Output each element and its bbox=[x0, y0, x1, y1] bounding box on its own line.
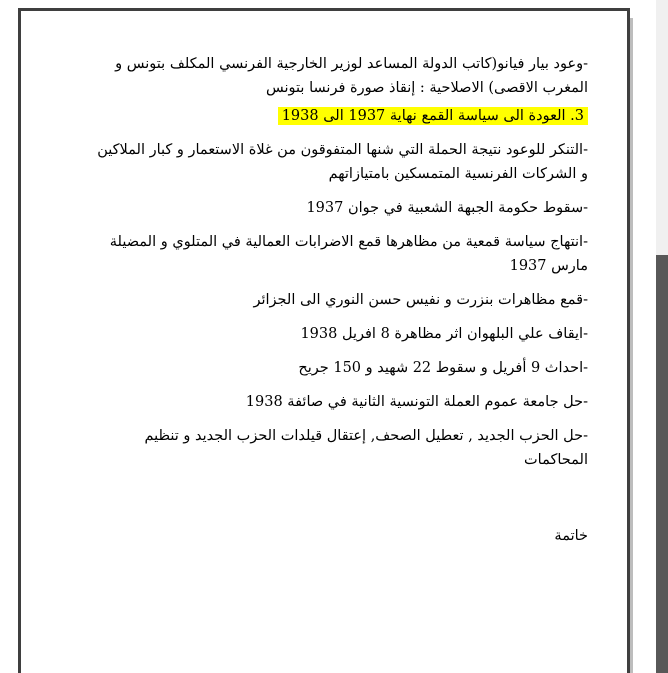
page-shadow bbox=[630, 18, 633, 673]
list-item: -حل جامعة عموم العملة التونسية الثانية في صائفة 1938 bbox=[245, 394, 588, 410]
list-item: -انتهاج سياسة قمعية من مظاهرها قمع الاضرابات العمالية في المتلوي و المضيلة مارس 1937 bbox=[109, 234, 588, 274]
intro-paragraph: -وعود بيار فيانو(كاتب الدولة المساعد لوزير الخارجية الفرنسي المكلف بتونس و المغرب الاقصى) الاصلاحية : إنقاذ صورة فرنسا بتونس bbox=[115, 56, 588, 96]
list-item: -ايقاف علي البلهوان اثر مظاهرة 8 افريل 1938 bbox=[300, 326, 588, 342]
list-item: -قمع مظاهرات بنزرت و نفيس حسن النوري الى الجزائر bbox=[253, 292, 588, 308]
conclusion-heading: خاتمة bbox=[554, 528, 588, 544]
section-heading: 3. العودة الى سياسة القمع نهاية 1937 الى 1938 bbox=[278, 107, 588, 125]
scrollbar-thumb[interactable] bbox=[656, 255, 668, 673]
section-heading-line bbox=[95, 104, 588, 128]
list-item: -التنكر للوعود نتيجة الحملة التي شنها المتفوقون من غلاة الاستعمار و كبار الملاكين و الشركات الفرنسية المتمسكين بامتيازاتهم bbox=[97, 142, 588, 182]
document-body bbox=[95, 52, 588, 548]
list-item: -حل الحزب الجديد , تعطيل الصحف, إعتقال قيلدات الحزب الجديد و تنظيم المحاكمات bbox=[144, 428, 588, 468]
list-item: -سقوط حكومة الجبهة الشعبية في جوان 1937 bbox=[306, 200, 588, 216]
list-item: -احداث 9 أفريل و سقوط 22 شهيد و 150 جريح bbox=[298, 360, 588, 376]
